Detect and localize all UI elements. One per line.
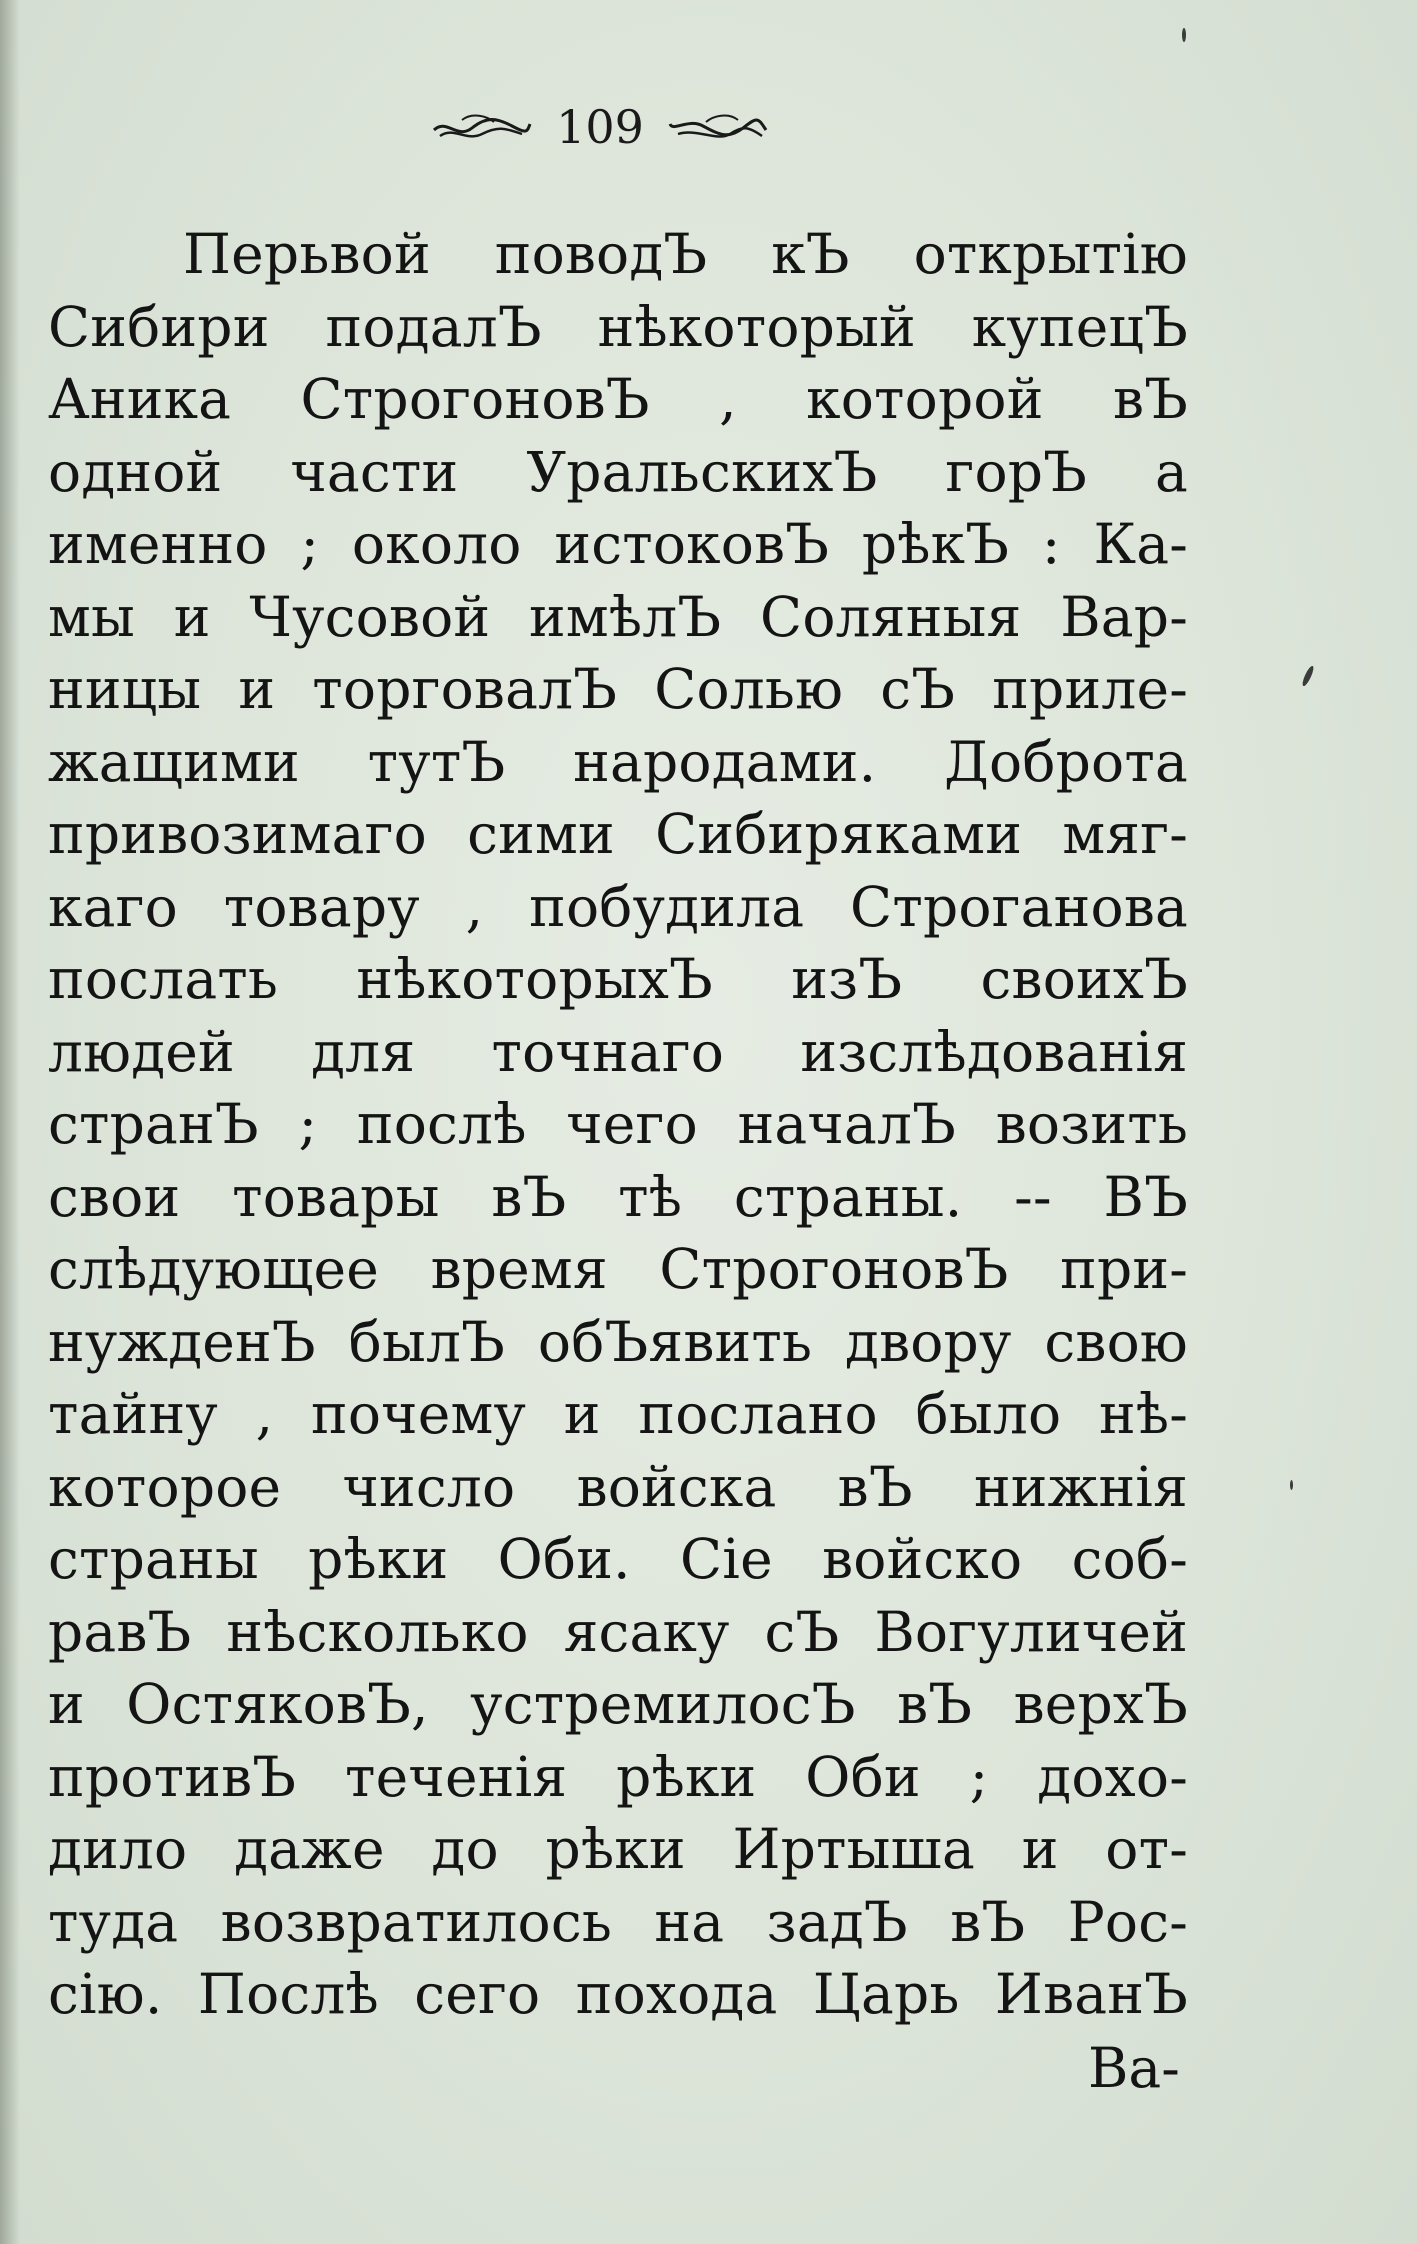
text-line: мы и Чусовой имѣлЪ Соляныя Вар- bbox=[48, 584, 1188, 649]
paper-speck bbox=[1290, 1480, 1293, 1490]
page-number: 109 bbox=[556, 100, 644, 154]
body-text bbox=[48, 218, 1188, 2031]
text-line: слѣдующее время СтрогоновЪ при- bbox=[48, 1237, 1188, 1301]
page-header bbox=[0, 100, 1200, 154]
text-line: жащими тутЪ народами. Доброта bbox=[48, 729, 1188, 794]
text-line: одной части УральскихЪ горЪ а bbox=[48, 439, 1188, 504]
text-line: нужденЪ былЪ обЪявить двору свою bbox=[48, 1309, 1188, 1374]
text-line: дило даже до рѣки Иртыша и от- bbox=[48, 1817, 1188, 1881]
text-line: Аника СтрогоновЪ , которой вЪ bbox=[48, 367, 1188, 431]
catchword: Ва- bbox=[1088, 2036, 1180, 2100]
text-line: и ОстяковЪ, устремилосЪ вЪ верхЪ bbox=[48, 1672, 1188, 1736]
text-line: тайну , почему и послано было нѣ- bbox=[48, 1382, 1188, 1446]
text-line: Сибири подалЪ нѣкоторый купецЪ bbox=[48, 294, 1188, 359]
text-line: именно ; около истоковЪ рѣкЪ : Ка- bbox=[48, 512, 1188, 576]
text-line: странЪ ; послѣ чего началЪ возить bbox=[48, 1092, 1188, 1156]
paper-speck bbox=[1301, 665, 1316, 687]
text-line: Перьвой поводЪ кЪ открытію bbox=[183, 222, 1188, 286]
text-line: свои товары вЪ тѣ страны. -- ВЪ bbox=[48, 1164, 1188, 1229]
text-line: привозимаго сими Сибиряками мяг- bbox=[48, 802, 1188, 866]
text-line: которое число войска вЪ нижнія bbox=[48, 1454, 1188, 1519]
text-line: сію. Послѣ сего похода Царь ИванЪ bbox=[48, 1962, 1188, 2026]
right-flourish-icon bbox=[668, 110, 768, 144]
text-line: туда возвратилось на задЪ вЪ Рос- bbox=[48, 1889, 1188, 1954]
text-line: ницы и торговалЪ Солью сЪ приле- bbox=[48, 657, 1188, 721]
paper-speck bbox=[1182, 28, 1186, 42]
text-line: страны рѣки Оби. Сіе войско соб- bbox=[48, 1527, 1188, 1591]
left-flourish-icon bbox=[432, 110, 532, 144]
text-line: людей для точнаго изслѣдованія bbox=[48, 1019, 1188, 1084]
page-edge-shadow bbox=[0, 0, 20, 2244]
text-line: послать нѣкоторыхЪ изЪ своихЪ bbox=[48, 947, 1188, 1011]
text-line: каго товару , побудила Строганова bbox=[48, 874, 1188, 939]
text-line: противЪ теченія рѣки Оби ; дохо- bbox=[48, 1744, 1188, 1809]
text-line: равЪ нѣсколько ясаку сЪ Вогуличей bbox=[48, 1599, 1188, 1664]
